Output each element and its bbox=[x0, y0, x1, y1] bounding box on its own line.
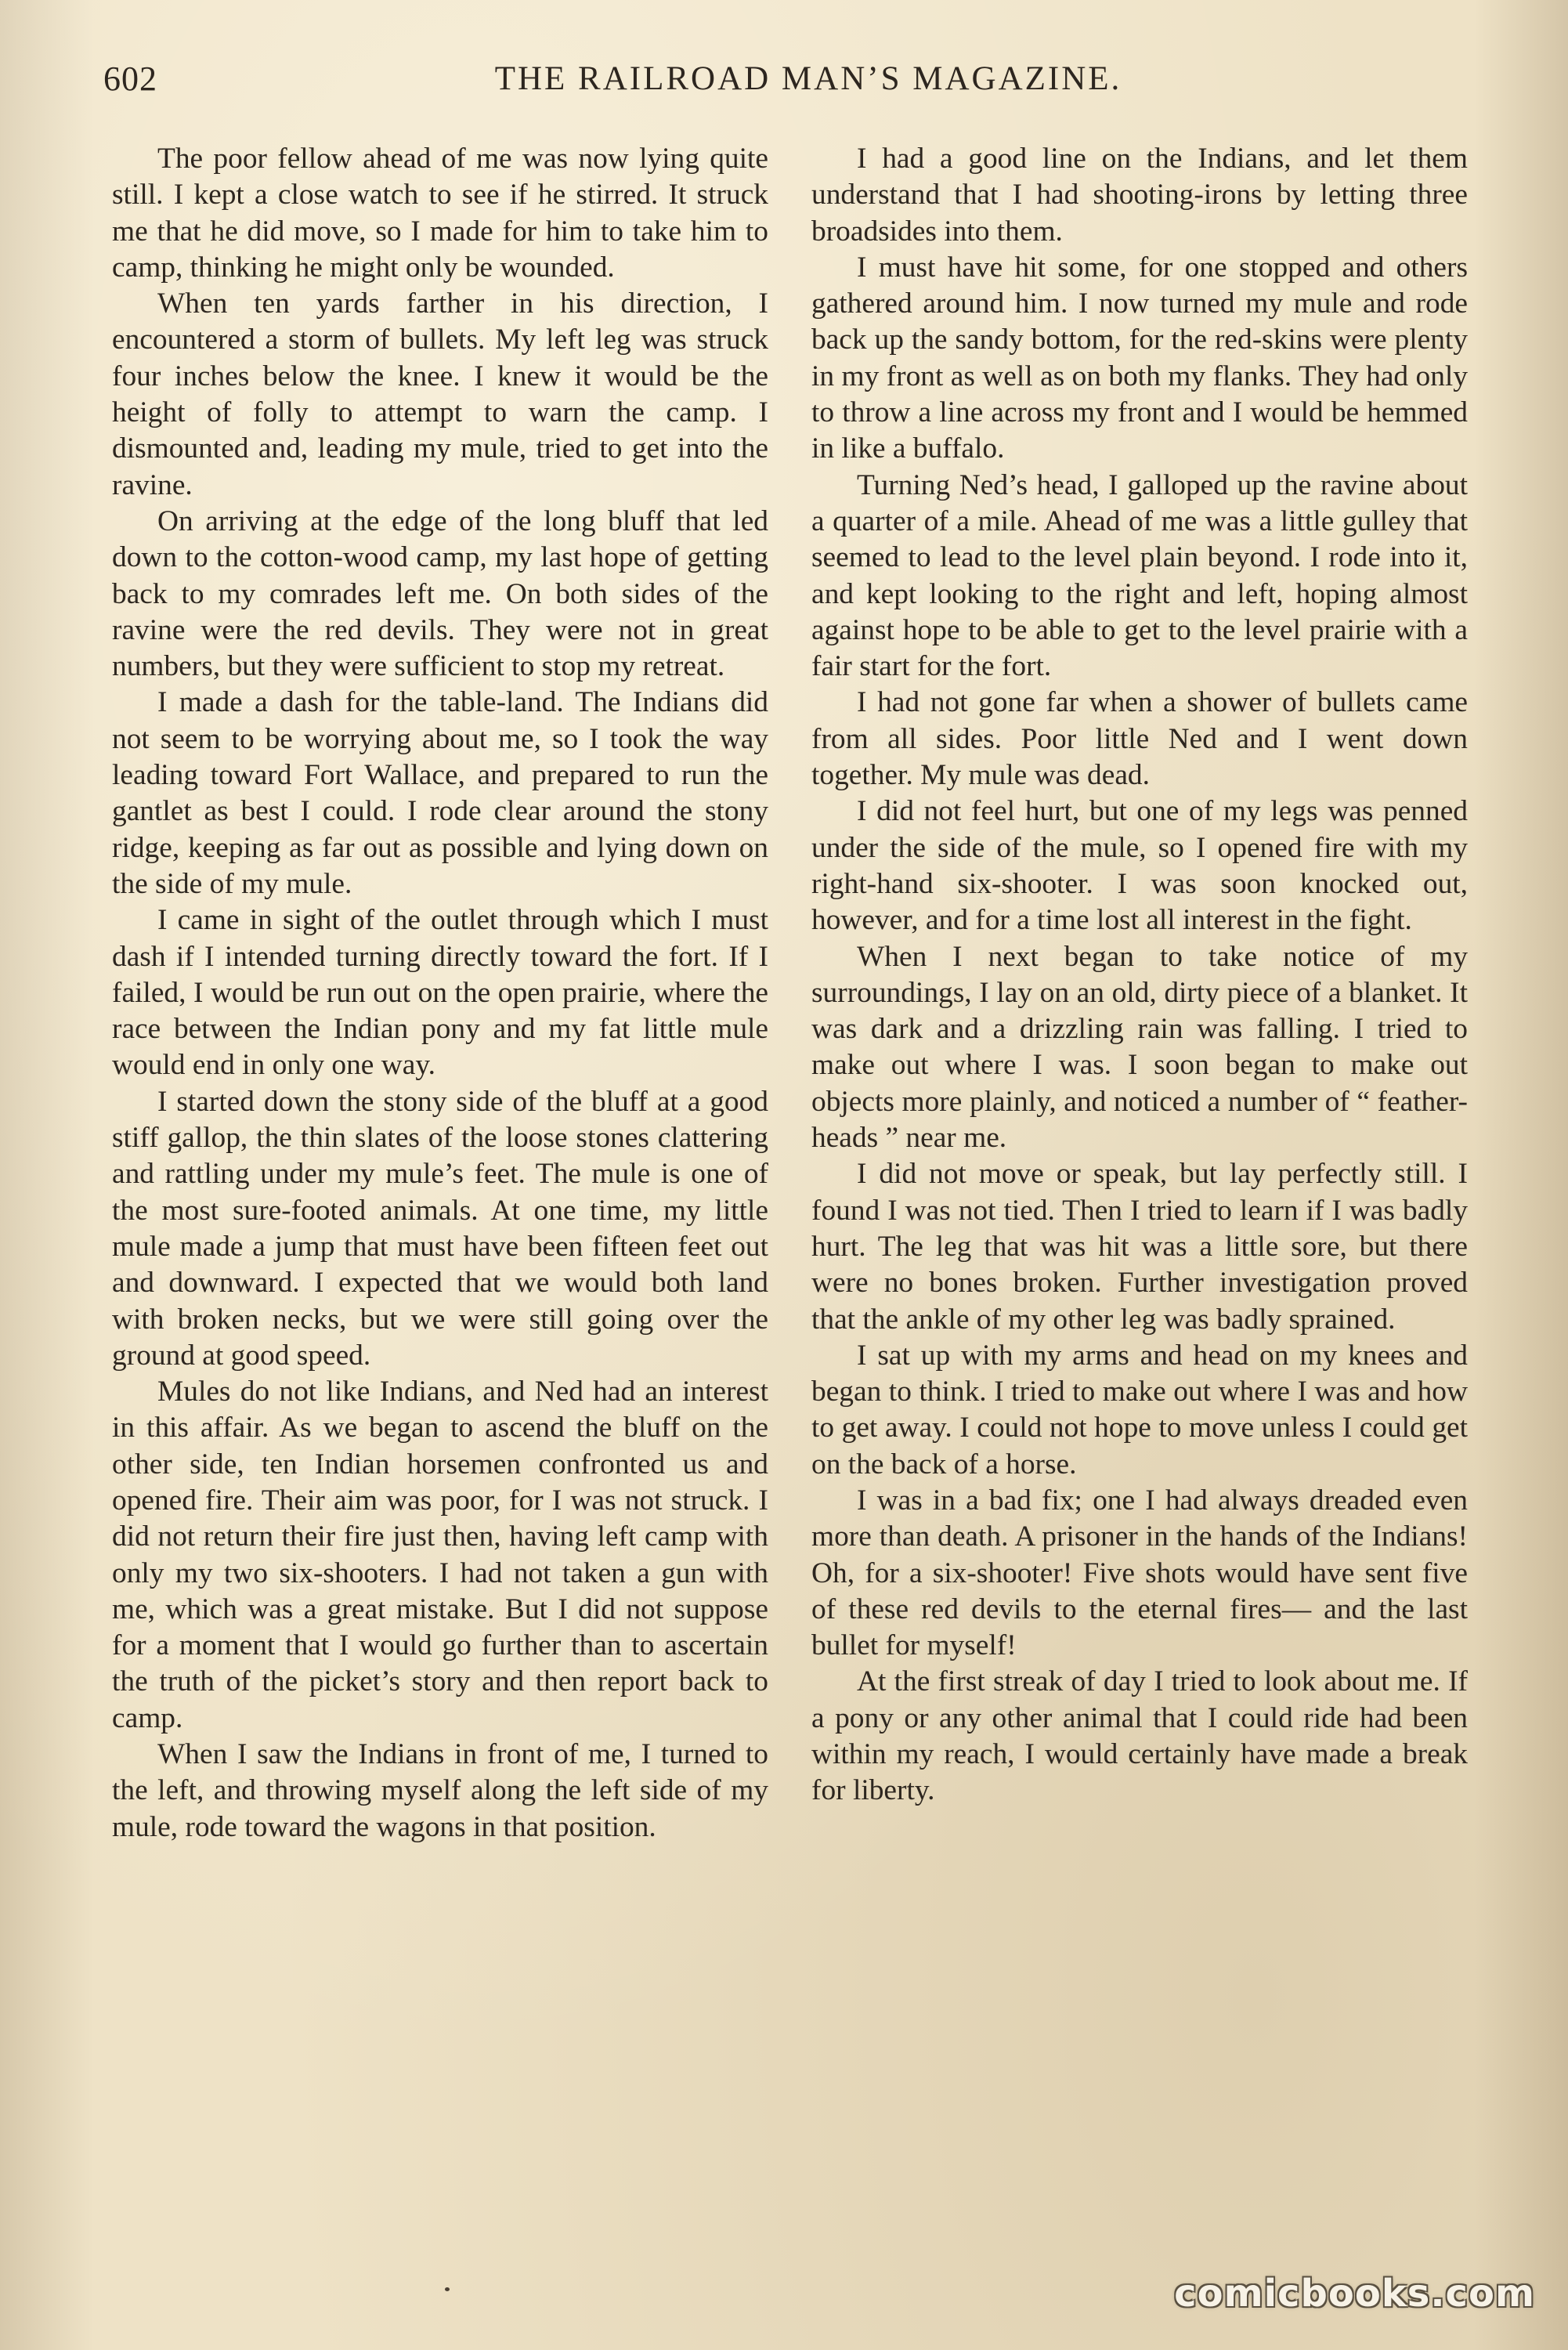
paragraph: I must have hit some, for one stopped and others gathered around him. I now turned my mule and rode back up the sandy bottom, for the red-skins were plenty in my front as well as on both my flanks. They had only to throw a line across my front and I would be hemmed in like a buffalo. bbox=[811, 251, 1468, 465]
left-column bbox=[112, 141, 768, 1846]
paragraph: I had not gone far when a shower of bullets came from all sides. Poor little Ned and I went down together. My mule was dead. bbox=[811, 686, 1468, 792]
paragraph: When ten yards farther in his direction, I encountered a storm of bullets. My left leg was struck four inches below the knee. I knew it would be the height of folly to attempt to warn the camp. I dismounted and, leading my mule, tried to get into the ravine. bbox=[112, 287, 768, 501]
paragraph: I sat up with my arms and head on my knees and began to think. I tried to make out where I was and how to get away. I could not hope to move unless I could get on the back of a horse. bbox=[811, 1339, 1468, 1480]
page-number: 602 bbox=[103, 60, 157, 98]
print-speck bbox=[445, 2287, 450, 2291]
paragraph: I made a dash for the table-land. The Indians did not seem to be worrying about me, so I took the way leading toward Fort Wallace, and prepared to run the gantlet as best I could. I rode clear around the stony ridge, keeping as far out as possible and lying down on the side of my mule. bbox=[112, 686, 768, 900]
paragraph: When I next began to take notice of my surroundings, I lay on an old, dirty piece of a blanket. It was dark and a drizzling rain was falling. I tried to make out where I was. I soon began to make out objects more plainly, and noticed a number of “ feather-heads ” near me. bbox=[811, 940, 1468, 1155]
paragraph: I was in a bad fix; one I had always dreaded even more than death. A prisoner in the hands of the Indians! Oh, for a six-shooter! Five shots would have sent five of these red devils to the eternal fires— and the last bullet for myself! bbox=[811, 1484, 1468, 1662]
running-head: THE RAILROAD MAN’S MAGAZINE. bbox=[494, 60, 1122, 97]
paragraph: The poor fellow ahead of me was now lying quite still. I kept a close watch to see if he stirred. It struck me that he did move, so I made for him to take him to camp, thinking he might only be wounded. bbox=[112, 143, 768, 284]
page-header bbox=[103, 52, 1513, 107]
paragraph: Mules do not like Indians, and Ned had an interest in this affair. As we began to ascend the bluff on the other side, ten Indian horsemen confronted us and opened fire. Their aim was poor, for I was not struck. I did not return their fire just then, having left camp with only my two six-shooters. I had not taken a gun with me, which was a great mistake. But I did not suppose for a moment that I would go further than to ascertain the truth of the picket’s story and then report back to camp. bbox=[112, 1376, 768, 1734]
paragraph: I started down the stony side of the bluff at a good stiff gallop, the thin slates of the loose stones clattering and rattling under my mule’s feet. The mule is one of the most sure-footed animals. At one time, my little mule made a jump that must have been fifteen feet out and downward. I expected that we would both land with broken necks, but we were still going over the ground at good speed. bbox=[112, 1085, 768, 1372]
paragraph: I had a good line on the Indians, and let them understand that I had shooting-irons by letting three broadsides into them. bbox=[811, 143, 1468, 248]
paragraph: I did not move or speak, but lay perfectly still. I found I was not tied. Then I tried to learn if I was badly hurt. The leg that was hit was a little sore, but there were no bones broken. Further investigation proved that the ankle of my other leg was badly sprained. bbox=[811, 1158, 1468, 1336]
right-column bbox=[811, 141, 1468, 1810]
paragraph: I did not feel hurt, but one of my legs was penned under the side of the mule, so I opened fire with my right-hand six-shooter. I was soon knocked out, however, and for a time lost all interest in the fight. bbox=[811, 795, 1468, 937]
paragraph: On arriving at the edge of the long bluff that led down to the cotton-wood camp, my last hope of getting back to my comrades left me. On both sides of the ravine were the red devils. They were not in great numbers, but they were sufficient to stop my retreat. bbox=[112, 504, 768, 683]
watermark: comicbooks.com bbox=[1174, 2272, 1535, 2316]
paragraph: When I saw the Indians in front of me, I turned to the left, and throwing myself along the left side of my mule, rode toward the wagons in that position. bbox=[112, 1738, 768, 1843]
paragraph: I came in sight of the outlet through which I must dash if I intended turning directly toward the fort. If I failed, I would be run out on the open prairie, where the race between the Indian pony and my fat little mule would end in only one way. bbox=[112, 904, 768, 1082]
paragraph: At the first streak of day I tried to look about me. If a pony or any other animal that I could ride had been within my reach, I would certainly have made a break for liberty. bbox=[811, 1665, 1468, 1807]
paragraph: Turning Ned’s head, I galloped up the ravine about a quarter of a mile. Ahead of me was a little gulley that seemed to lead to the level plain beyond. I rode into it, and kept looking to the right and left, hoping almost against hope to be able to get to the level prairie with a fair start for the fort. bbox=[811, 468, 1468, 683]
